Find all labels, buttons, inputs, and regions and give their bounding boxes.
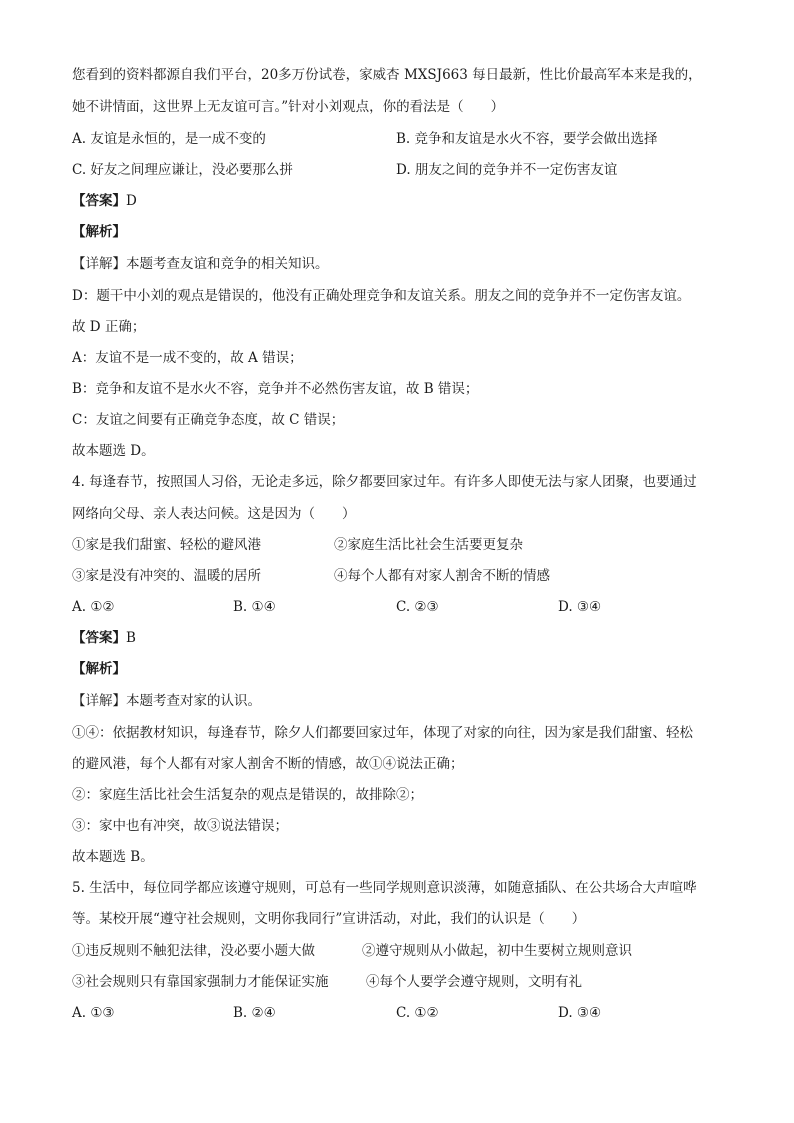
q4-detail-0: 【详解】本题考查对家的认识。 <box>72 693 261 709</box>
q3-detail-0: 【详解】本题考查友谊和竞争的相关知识。 <box>72 256 329 272</box>
q3-detail-5: C：友谊之间要有正确竞争态度，故 C 错误； <box>72 412 345 428</box>
q5-option-d: D. ③④ <box>558 1005 602 1021</box>
q4-stem-line-1: 4. 每逢春节，按照国人习俗，无论走多远，除夕都要回家过年。有许多人即使无法与家人团聚，也要通过 <box>72 474 697 490</box>
q4-detail-2: 的避风港，每个人都有对家人割舍不断的情感，故①④说法正确； <box>72 756 464 772</box>
q5-option-b: B. ②④ <box>233 1005 276 1021</box>
q5-option-c: C. ①② <box>396 1005 439 1021</box>
q3-detail-1: D：题干中小刘的观点是错误的，他没有正确处理竞争和友谊关系。朋友之间的竞争并不一定伤害友谊。 <box>72 288 691 304</box>
q4-stem-line-2: 网络向父母、亲人表达问候。这是因为（ ） <box>72 506 356 522</box>
q4-analysis-tag: 【解析】 <box>72 661 126 677</box>
q3-detail-3: A：友谊不是一成不变的，故 A 错误； <box>72 350 303 366</box>
q3-option-d: D. 朋友之间的竞争并不一定伤害友谊 <box>396 162 618 178</box>
q3-analysis-tag: 【解析】 <box>72 224 126 240</box>
answer-tag: 【答案】 <box>72 630 126 646</box>
q4-detail-5: 故本题选 B。 <box>72 849 154 865</box>
q5-statement-3: ③社会规则只有靠国家强制力才能保证实施 <box>72 974 329 990</box>
q4-detail-4: ③：家中也有冲突，故③说法错误； <box>72 818 288 834</box>
q4-statement-1: ①家是我们甜蜜、轻松的避风港 <box>72 537 261 553</box>
q4-detail-1: ①④：依据教材知识，每逢春节，除夕人们都要回家过年，体现了对家的向往，因为家是我们甜蜜、轻松 <box>72 725 693 741</box>
q4-detail-3: ②：家庭生活比社会生活复杂的观点是错误的，故排除②； <box>72 787 423 803</box>
q4-statement-4: ④每个人都有对家人割舍不断的情感 <box>334 568 550 584</box>
q4-statement-2: ②家庭生活比社会生活要更复杂 <box>334 537 523 553</box>
q4-answer <box>72 629 136 647</box>
q3-detail-4: B：竞争和友谊不是水火不容，竞争并不必然伤害友谊，故 B 错误； <box>72 381 479 397</box>
q4-option-c: C. ②③ <box>396 599 439 615</box>
q3-option-a: A. 友谊是永恒的，是一成不变的 <box>72 131 266 147</box>
q4-option-b: B. ①④ <box>233 599 276 615</box>
q5-statement-2: ②遵守规则从小做起，初中生要树立规则意识 <box>362 943 632 959</box>
q3-option-c: C. 好友之间理应谦让，没必要那么拼 <box>72 162 293 178</box>
q3-detail-6: 故本题选 D。 <box>72 443 155 459</box>
q5-statement-1: ①违反规则不触犯法律，没必要小题大做 <box>72 943 315 959</box>
q4-statement-3: ③家是没有冲突的、温暖的居所 <box>72 568 261 584</box>
q3-stem-line-2: 她不讲情面，这世界上无友谊可言。”针对小刘观点，你的看法是（ ） <box>72 99 505 115</box>
q5-option-a: A. ①③ <box>72 1005 115 1021</box>
q5-statement-4: ④每个人要学会遵守规则，文明有礼 <box>366 974 582 990</box>
q3-answer <box>72 192 137 210</box>
answer-tag: 【答案】 <box>72 193 126 209</box>
q5-stem-line-2: 等。某校开展“遵守社会规则，文明你我同行”宣讲活动，对此，我们的认识是（ ） <box>72 911 586 927</box>
q5-stem-line-1: 5. 生活中，每位同学都应该遵守规则，可总有一些同学规则意识淡薄，如随意插队、在公共场合大声喧哗 <box>72 880 697 896</box>
q4-option-a: A. ①② <box>72 599 115 615</box>
q3-option-b: B. 竞争和友谊是水火不容，要学会做出选择 <box>396 131 658 147</box>
answer-value: B <box>126 630 136 646</box>
q4-option-d: D. ③④ <box>558 599 602 615</box>
answer-value: D <box>126 193 137 209</box>
q3-stem-line-1: 您看到的资料都源自我们平台，20多万份试卷，家威杏 MXSJ663 每日最新，性比价最高军本来是我的， <box>72 67 702 83</box>
q3-detail-2: 故 D 正确； <box>72 319 146 335</box>
